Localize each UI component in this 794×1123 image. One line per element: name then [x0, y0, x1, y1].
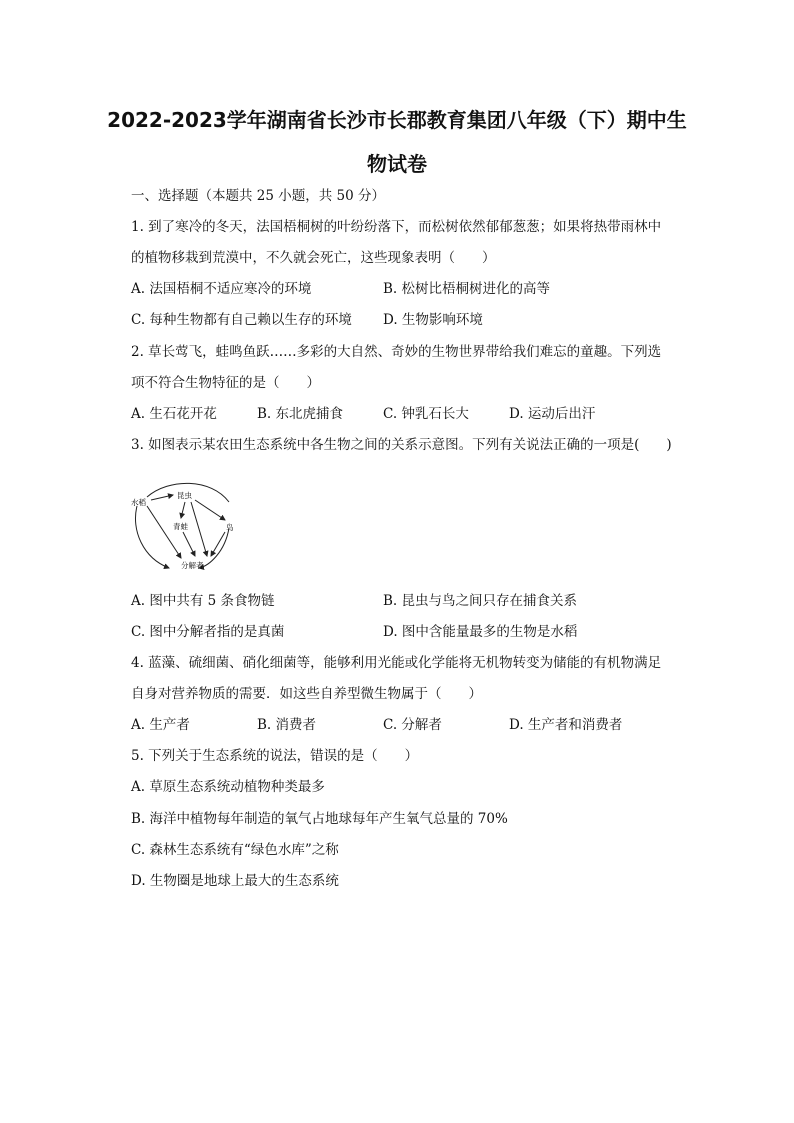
node-decomposer: 分解者: [181, 561, 204, 570]
arrow-bird-decomposer: [211, 532, 225, 556]
arrow-rice-insect: [151, 495, 173, 500]
q1-option-d: D. 生物影响环境: [383, 312, 483, 328]
q3-option-d: D. 图中含能量最多的生物是水稻: [383, 624, 578, 640]
q4-line-2: 自身对营养物质的需要．如这些自养型微生物属于（ ）: [131, 686, 482, 702]
q5-line-1: 5. 下列关于生态系统的说法，错误的是（ ）: [131, 748, 419, 764]
q3-option-a: A. 图中共有 5 条食物链: [131, 593, 275, 609]
q4-option-c: C. 分解者: [383, 717, 442, 733]
q1-line-1: 1. 到了寒冷的冬天，法国梧桐树的叶纷纷落下，而松树依然郁郁葱葱；如果将热带雨林中: [131, 219, 662, 235]
arrow-insect-decomposer: [191, 502, 207, 556]
q4-option-b: B. 消费者: [257, 717, 317, 733]
q1-option-c: C. 每种生物都有自己赖以生存的环境: [131, 312, 352, 328]
q2-line-2: 项不符合生物特征的是（ ）: [131, 375, 320, 391]
page-title: [90, 98, 704, 186]
arrow-frog-decomposer: [183, 532, 195, 556]
q4-option-a: A. 生产者: [131, 717, 190, 733]
q4-line-1: 4. 蓝藻、硫细菌、硝化细菌等，能够利用光能或化学能将无机物转变为储能的有机物满足: [131, 655, 662, 671]
food-web-diagram: [129, 480, 241, 572]
arc-left: [135, 506, 169, 568]
node-frog: 青蛙: [173, 522, 188, 531]
q5-option-a: A. 草原生态系统动植物种类最多: [131, 779, 325, 795]
node-bird: 鸟: [226, 523, 234, 532]
q3-option-b: B. 昆虫与鸟之间只存在捕食关系: [383, 593, 578, 609]
section-heading: 一、选择题（本题共 25 小题，共 50 分）: [131, 188, 386, 204]
node-insect: 昆虫: [177, 491, 192, 500]
q1-option-b: B. 松树比梧桐树进化的高等: [383, 281, 551, 297]
arrow-insect-frog: [181, 502, 185, 518]
q5-option-c: C. 森林生态系统有“绿色水库”之称: [131, 842, 339, 858]
arrow-rice-decomposer: [147, 506, 181, 558]
q2-option-c: C. 钟乳石长大: [383, 406, 469, 422]
q4-option-d: D. 生产者和消费者: [509, 717, 623, 733]
q5-option-b: B. 海洋中植物每年制造的氧气占地球每年产生氧气总量的 70%: [131, 811, 508, 827]
q3-line-1: 3. 如图表示某农田生态系统中各生物之间的关系示意图。下列有关说法正确的一项是( ): [131, 437, 672, 453]
title-line-2: 物试卷: [367, 152, 427, 176]
q5-option-d: D. 生物圈是地球上最大的生态系统: [131, 873, 339, 889]
title-line-1: 2022-2023学年湖南省长沙市长郡教育集团八年级（下）期中生: [107, 108, 687, 132]
q2-option-d: D. 运动后出汗: [509, 406, 596, 422]
q2-option-b: B. 东北虎捕食: [257, 406, 344, 422]
q2-line-1: 2. 草长莺飞，蛙鸣鱼跃……多彩的大自然、奇妙的生物世界带给我们难忘的童趣。下列选: [131, 344, 662, 360]
arrow-insect-bird: [195, 500, 225, 520]
q1-line-2: 的植物移栽到荒漠中，不久就会死亡，这些现象表明（ ）: [131, 250, 496, 266]
node-rice: 水稻: [131, 498, 146, 507]
q3-option-c: C. 图中分解者指的是真菌: [131, 624, 285, 640]
q1-option-a: A. 法国梧桐不适应寒冷的环境: [131, 281, 312, 297]
arc-right: [199, 528, 229, 568]
q2-option-a: A. 生石花开花: [131, 406, 217, 422]
